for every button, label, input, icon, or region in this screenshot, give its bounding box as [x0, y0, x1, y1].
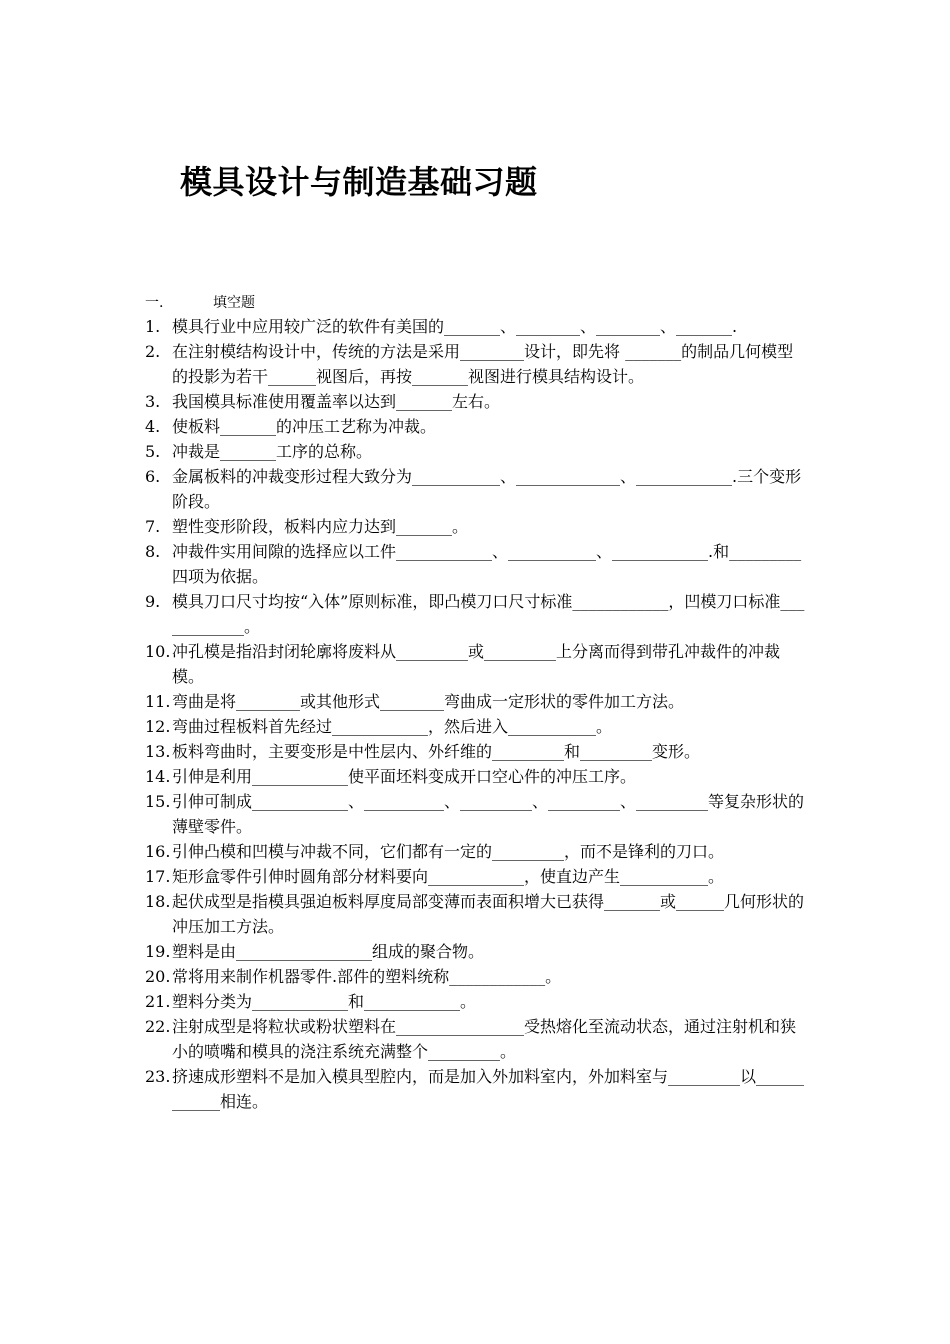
question-number: 9.	[145, 592, 161, 611]
question-text: 冲裁件实用间隙的选择应以工件____________、___________、____________.和_________四项为依据。	[172, 542, 802, 586]
question-number: 12.	[145, 717, 171, 736]
section-number: 一.	[145, 295, 164, 311]
question-number: 18.	[145, 892, 171, 911]
question-number: 11.	[145, 692, 171, 711]
question-number: 20.	[145, 967, 171, 986]
question-text: 矩形盒零件引伸时圆角部分材料要向____________，使直边产生___________。	[172, 867, 725, 886]
question-text: 塑料分类为____________和____________。	[172, 992, 477, 1011]
question-number: 6.	[145, 467, 161, 486]
question-number: 21.	[145, 992, 171, 1011]
question-text: 冲孔模是指沿封闭轮廓将废料从_________或_________上分离而得到带孔冲裁件的冲裁模。	[172, 642, 781, 686]
question-text: 模具刀口尺寸均按“入体”原则标准，即凸模刀口尺寸标准____________，凹模刀口标准____________。	[172, 592, 805, 636]
question-item	[145, 464, 807, 514]
question-item	[145, 1064, 807, 1114]
question-number: 17.	[145, 867, 171, 886]
question-text: 常将用来制作机器零件.部件的塑料统称____________。	[172, 967, 562, 986]
question-item	[145, 889, 807, 939]
question-text: 使板料_______的冲压工艺称为冲裁。	[172, 417, 437, 436]
question-number: 10.	[145, 642, 171, 661]
question-number: 7.	[145, 517, 161, 536]
question-number: 13.	[145, 742, 171, 761]
question-item	[145, 714, 807, 739]
question-item	[145, 339, 807, 389]
question-text: 起伏成型是指模具强迫板料厚度局部变薄而表面积增大已获得_______或______几何形状的冲压加工方法。	[172, 892, 805, 936]
question-text: 引伸是利用____________使平面坯料变成开口空心件的冲压工序。	[172, 767, 637, 786]
question-text: 冲裁是_______工序的总称。	[172, 442, 373, 461]
question-text: 弯曲是将________或其他形式________弯曲成一定形状的零件加工方法。	[172, 692, 685, 711]
question-number: 2.	[145, 342, 161, 361]
question-number: 15.	[145, 792, 171, 811]
question-list	[145, 314, 807, 1114]
question-item	[145, 789, 807, 839]
question-text: 挤速成形塑料不是加入模具型腔内，而是加入外加料室内，外加料室与_________以____________相连。	[172, 1067, 805, 1111]
question-number: 1.	[145, 317, 161, 336]
question-number: 16.	[145, 842, 171, 861]
question-number: 22.	[145, 1017, 171, 1036]
question-text: 金属板料的冲裁变形过程大致分为___________、_____________、____________.三个变形阶段。	[172, 467, 802, 511]
question-item	[145, 314, 807, 339]
question-text: 我国模具标准使用覆盖率以达到_______左右。	[172, 392, 501, 411]
question-text: 模具行业中应用较广泛的软件有美国的_______、________、________、_______.	[172, 317, 738, 336]
question-number: 8.	[145, 542, 161, 561]
page-title: 模具设计与制造基础习题	[180, 163, 538, 201]
question-item	[145, 1014, 807, 1064]
question-text: 引伸凸模和凹模与冲裁不同，它们都有一定的_________，而不是锋利的刀口。	[172, 842, 725, 861]
question-item	[145, 539, 807, 589]
question-text: 塑性变形阶段，板料内应力达到_______。	[172, 517, 469, 536]
question-item	[145, 764, 807, 789]
question-item	[145, 639, 807, 689]
question-item	[145, 989, 807, 1014]
question-item	[145, 389, 807, 414]
question-item	[145, 414, 807, 439]
question-text: 板料弯曲时，主要变形是中性层内、外纤维的_________和_________变形。	[172, 742, 701, 761]
question-item	[145, 864, 807, 889]
question-number: 14.	[145, 767, 171, 786]
question-item	[145, 514, 807, 539]
question-number: 4.	[145, 417, 161, 436]
question-item	[145, 964, 807, 989]
question-text: 塑料是由_________________组成的聚合物。	[172, 942, 485, 961]
section-label: 填空题	[213, 295, 255, 311]
question-number: 3.	[145, 392, 161, 411]
question-item	[145, 839, 807, 864]
section-heading	[145, 292, 255, 312]
question-text: 弯曲过程板料首先经过____________，然后进入___________。	[172, 717, 613, 736]
question-item	[145, 589, 807, 639]
question-item	[145, 739, 807, 764]
question-item	[145, 689, 807, 714]
question-text: 引伸可制成____________、__________、_________、_________、_________等复杂形状的薄壁零件。	[172, 792, 805, 836]
question-text: 注射成型是将粒状或粉状塑料在________________受热熔化至流动状态，通过注射机和狭小的喷嘴和模具的浇注系统充满整个_________。	[172, 1017, 797, 1061]
question-number: 19.	[145, 942, 171, 961]
question-text: 在注射模结构设计中，传统的方法是采用________设计，即先将 _______的制品几何模型的投影为若干______视图后，再按_______视图进行模具结构设计。	[172, 342, 794, 386]
question-item	[145, 439, 807, 464]
question-number: 23.	[145, 1067, 171, 1086]
question-number: 5.	[145, 442, 161, 461]
question-item	[145, 939, 807, 964]
